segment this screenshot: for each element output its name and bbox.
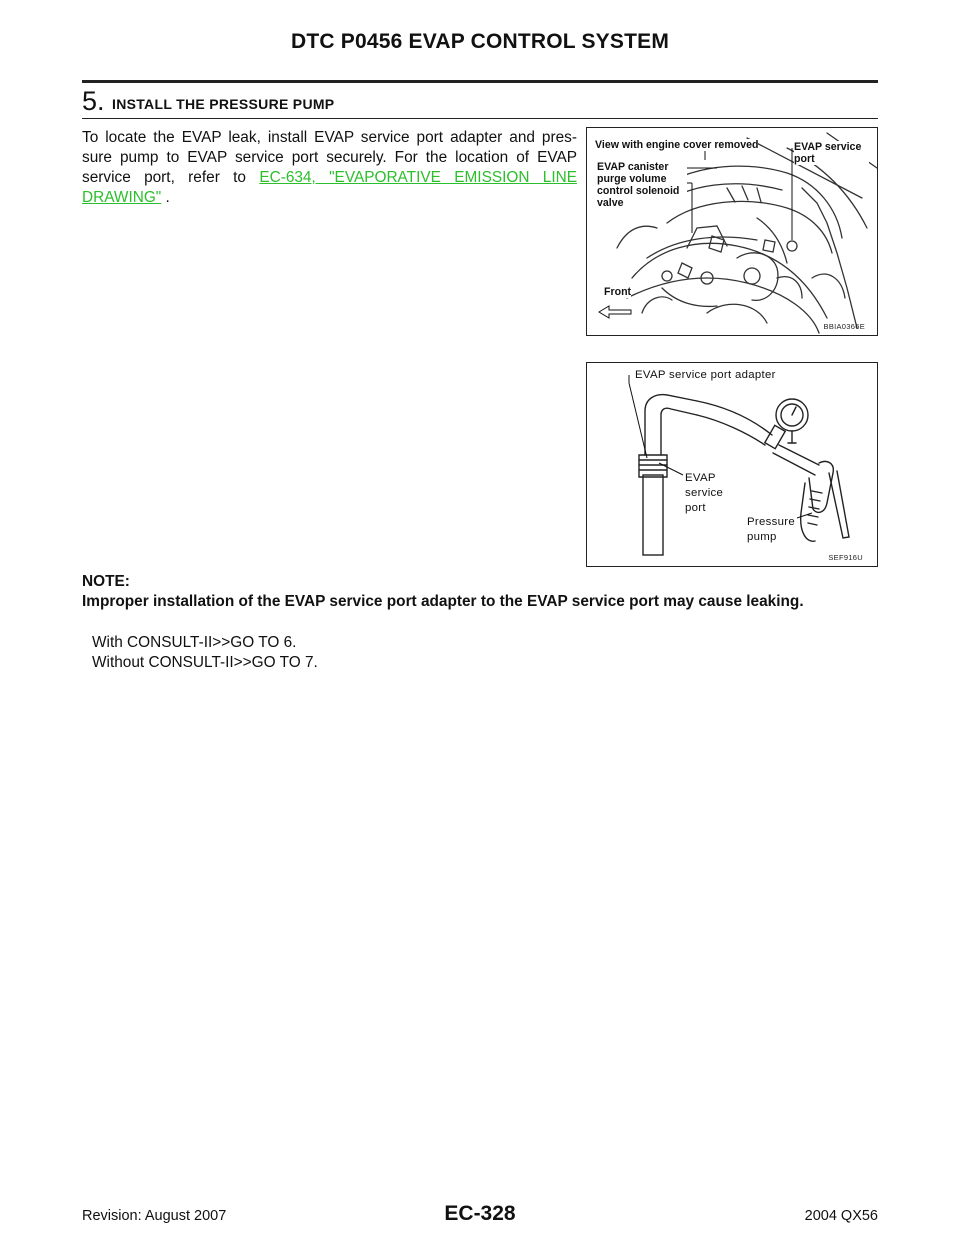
note-body: Improper installation of the EVAP service port adapter to the EVAP service port may cause leaking. bbox=[82, 593, 804, 610]
evaporative-emission-link[interactable]: EC-634, "EVAPORATIVE EMISSION LINE DRAWING" bbox=[82, 169, 577, 206]
evap-service-port-label: EVAP service port bbox=[794, 141, 869, 165]
note-heading: NOTE: bbox=[82, 573, 130, 590]
intro-paragraph bbox=[82, 128, 577, 208]
goto-list bbox=[92, 633, 318, 673]
pressure-pump-figure bbox=[586, 362, 878, 567]
evap-service-port-label-2: EVAP service port bbox=[685, 472, 724, 514]
figure1-code: BBIA0366E bbox=[823, 322, 865, 331]
front-label: Front bbox=[604, 286, 632, 298]
service-port-adapter-label: EVAP service port adapter bbox=[635, 369, 776, 381]
page-title: DTC P0456 EVAP CONTROL SYSTEM bbox=[290, 30, 670, 53]
view-engine-cover-label: View with engine cover removed bbox=[595, 139, 759, 151]
intro-text: To locate the EVAP leak, install EVAP service port adapter and pres-sure pump to EVAP service port securely. For the location of EVAP service port, refer to bbox=[82, 129, 577, 186]
step-number: 5. bbox=[82, 86, 105, 116]
engine-bay-figure bbox=[586, 127, 878, 336]
footer-page-number: EC-328 bbox=[444, 1202, 516, 1225]
canister-purge-valve-label: EVAP canister purge volume control solenoid valve bbox=[597, 161, 687, 209]
pressure-pump-label: Pressure pump bbox=[747, 516, 795, 543]
pressure-pump-illustration bbox=[587, 363, 877, 566]
step-title: INSTALL THE PRESSURE PUMP bbox=[112, 96, 335, 112]
goto-without-consult[interactable]: Without CONSULT-II>>GO TO 7. bbox=[92, 654, 318, 671]
footer-revision: Revision: August 2007 bbox=[82, 1208, 227, 1224]
footer-model: 2004 QX56 bbox=[804, 1208, 878, 1224]
header-rule bbox=[82, 80, 878, 83]
intro-after-link: . bbox=[161, 189, 170, 206]
goto-with-consult[interactable]: With CONSULT-II>>GO TO 6. bbox=[92, 634, 297, 651]
step-heading bbox=[82, 88, 878, 119]
figure2-code: SEF916U bbox=[828, 553, 863, 562]
